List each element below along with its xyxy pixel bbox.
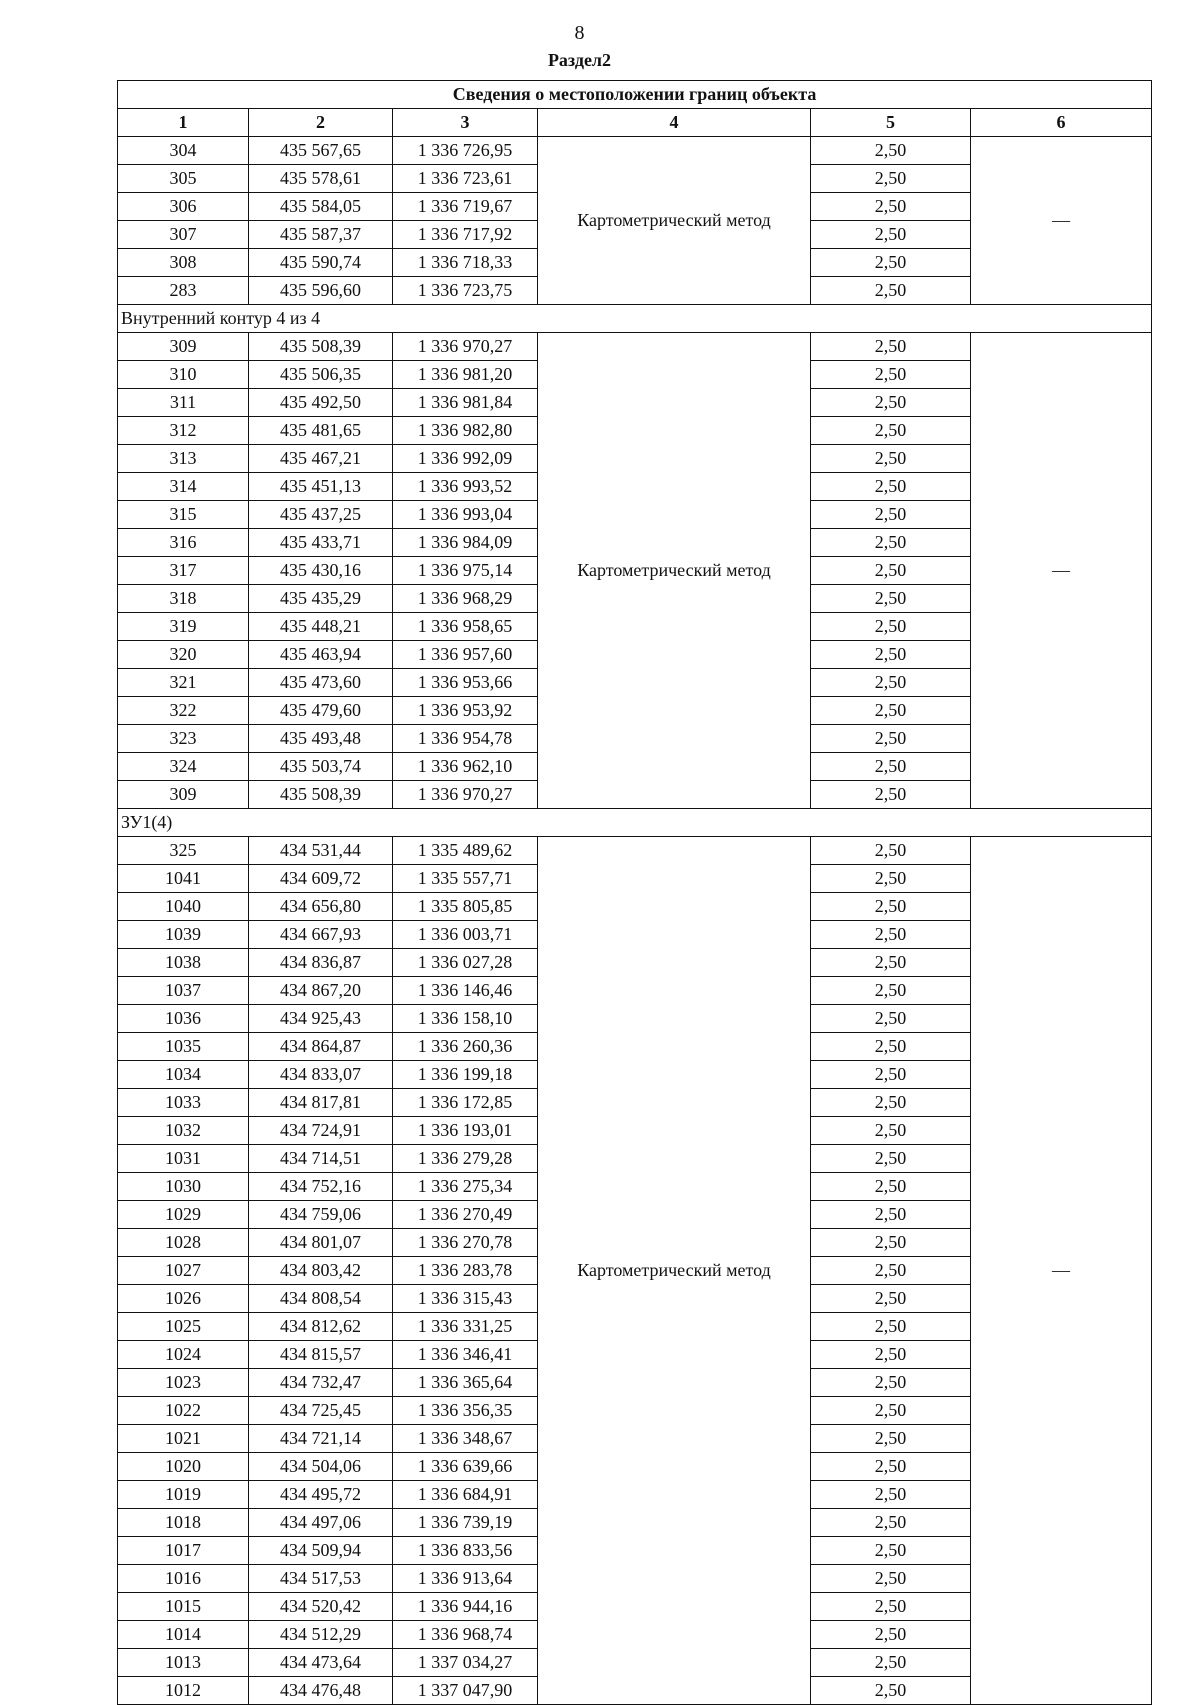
- coordinate-x-cell: 434 656,80: [249, 893, 393, 921]
- accuracy-cell: 2,50: [811, 585, 971, 613]
- point-number-cell: 1040: [118, 893, 249, 921]
- coordinate-x-cell: 434 509,94: [249, 1537, 393, 1565]
- coordinate-y-cell: 1 336 283,78: [393, 1257, 538, 1285]
- accuracy-cell: 2,50: [811, 1565, 971, 1593]
- coordinate-x-cell: 434 812,62: [249, 1313, 393, 1341]
- point-number-cell: 1041: [118, 865, 249, 893]
- accuracy-cell: 2,50: [811, 865, 971, 893]
- accuracy-cell: 2,50: [811, 137, 971, 165]
- accuracy-cell: 2,50: [811, 1285, 971, 1313]
- coordinate-x-cell: 435 590,74: [249, 249, 393, 277]
- coordinate-y-cell: 1 335 805,85: [393, 893, 538, 921]
- accuracy-cell: 2,50: [811, 1033, 971, 1061]
- accuracy-cell: 2,50: [811, 249, 971, 277]
- accuracy-cell: 2,50: [811, 389, 971, 417]
- coordinate-y-cell: 1 336 260,36: [393, 1033, 538, 1061]
- accuracy-cell: 2,50: [811, 753, 971, 781]
- accuracy-cell: 2,50: [811, 1313, 971, 1341]
- coordinate-x-cell: 435 481,65: [249, 417, 393, 445]
- coordinate-x-cell: 435 508,39: [249, 333, 393, 361]
- accuracy-cell: 2,50: [811, 641, 971, 669]
- point-number-cell: 1017: [118, 1537, 249, 1565]
- column-header: 3: [393, 109, 538, 137]
- method-cell: Картометрический метод: [538, 333, 811, 809]
- coordinate-x-cell: 435 433,71: [249, 529, 393, 557]
- coordinate-y-cell: 1 335 557,71: [393, 865, 538, 893]
- point-number-cell: 1020: [118, 1453, 249, 1481]
- coordinate-x-cell: 435 596,60: [249, 277, 393, 305]
- point-number-cell: 318: [118, 585, 249, 613]
- point-number-cell: 1015: [118, 1593, 249, 1621]
- point-number-cell: 310: [118, 361, 249, 389]
- point-number-cell: 1039: [118, 921, 249, 949]
- coordinate-y-cell: 1 336 193,01: [393, 1117, 538, 1145]
- point-number-cell: 1029: [118, 1201, 249, 1229]
- point-number-cell: 1019: [118, 1481, 249, 1509]
- point-number-cell: 1016: [118, 1565, 249, 1593]
- coordinate-y-cell: 1 336 975,14: [393, 557, 538, 585]
- column-header: 4: [538, 109, 811, 137]
- point-number-cell: 312: [118, 417, 249, 445]
- point-number-cell: 323: [118, 725, 249, 753]
- accuracy-cell: 2,50: [811, 893, 971, 921]
- coordinate-x-cell: 434 520,42: [249, 1593, 393, 1621]
- coordinate-y-cell: 1 336 331,25: [393, 1313, 538, 1341]
- point-number-cell: 1028: [118, 1229, 249, 1257]
- coordinate-y-cell: 1 336 356,35: [393, 1397, 538, 1425]
- point-number-cell: 1030: [118, 1173, 249, 1201]
- coordinate-y-cell: 1 336 717,92: [393, 221, 538, 249]
- accuracy-cell: 2,50: [811, 1089, 971, 1117]
- point-number-cell: 1031: [118, 1145, 249, 1173]
- accuracy-cell: 2,50: [811, 949, 971, 977]
- accuracy-cell: 2,50: [811, 417, 971, 445]
- accuracy-cell: 2,50: [811, 837, 971, 865]
- coordinate-x-cell: 434 801,07: [249, 1229, 393, 1257]
- point-number-cell: 309: [118, 333, 249, 361]
- point-number-cell: 307: [118, 221, 249, 249]
- coordinate-y-cell: 1 336 279,28: [393, 1145, 538, 1173]
- coordinate-y-cell: 1 336 913,64: [393, 1565, 538, 1593]
- point-number-cell: 1023: [118, 1369, 249, 1397]
- accuracy-cell: 2,50: [811, 1537, 971, 1565]
- point-number-cell: 309: [118, 781, 249, 809]
- point-number-cell: 315: [118, 501, 249, 529]
- accuracy-cell: 2,50: [811, 725, 971, 753]
- coordinate-x-cell: 435 473,60: [249, 669, 393, 697]
- coordinate-y-cell: 1 336 639,66: [393, 1453, 538, 1481]
- table-body: [118, 137, 1152, 1705]
- accuracy-cell: 2,50: [811, 1621, 971, 1649]
- coordinate-y-cell: 1 336 723,75: [393, 277, 538, 305]
- accuracy-cell: 2,50: [811, 613, 971, 641]
- point-number-cell: 322: [118, 697, 249, 725]
- coordinate-x-cell: 435 435,29: [249, 585, 393, 613]
- point-number-cell: 1018: [118, 1509, 249, 1537]
- point-number-cell: 314: [118, 473, 249, 501]
- coordinate-x-cell: 434 725,45: [249, 1397, 393, 1425]
- coordinate-x-cell: 434 504,06: [249, 1453, 393, 1481]
- coordinate-y-cell: 1 336 270,49: [393, 1201, 538, 1229]
- point-number-cell: 283: [118, 277, 249, 305]
- table-row: [118, 837, 1152, 865]
- contour-header-row: [118, 305, 1152, 333]
- page-number: 8: [574, 22, 585, 44]
- coordinate-x-cell: 435 503,74: [249, 753, 393, 781]
- point-number-cell: 1033: [118, 1089, 249, 1117]
- coordinate-y-cell: 1 336 970,27: [393, 781, 538, 809]
- point-number-cell: 1024: [118, 1341, 249, 1369]
- point-number-cell: 321: [118, 669, 249, 697]
- column-6-cell: —: [971, 837, 1152, 1705]
- coordinate-y-cell: 1 336 953,92: [393, 697, 538, 725]
- accuracy-cell: 2,50: [811, 921, 971, 949]
- coordinate-x-cell: 435 467,21: [249, 445, 393, 473]
- coordinate-x-cell: 435 451,13: [249, 473, 393, 501]
- point-number-cell: 311: [118, 389, 249, 417]
- method-cell: Картометрический метод: [538, 137, 811, 305]
- coordinate-x-cell: 435 448,21: [249, 613, 393, 641]
- coordinate-y-cell: 1 336 348,67: [393, 1425, 538, 1453]
- accuracy-cell: 2,50: [811, 1173, 971, 1201]
- coordinate-x-cell: 434 815,57: [249, 1341, 393, 1369]
- coordinate-y-cell: 1 336 726,95: [393, 137, 538, 165]
- coordinate-x-cell: 434 759,06: [249, 1201, 393, 1229]
- coordinate-x-cell: 434 497,06: [249, 1509, 393, 1537]
- accuracy-cell: 2,50: [811, 1425, 971, 1453]
- coordinate-x-cell: 434 476,48: [249, 1677, 393, 1705]
- point-number-cell: 1035: [118, 1033, 249, 1061]
- column-header: 5: [811, 109, 971, 137]
- accuracy-cell: 2,50: [811, 1201, 971, 1229]
- point-number-cell: 1013: [118, 1649, 249, 1677]
- coordinate-x-cell: 434 752,16: [249, 1173, 393, 1201]
- contour-label: Внутренний контур 4 из 4: [118, 305, 1152, 333]
- accuracy-cell: 2,50: [811, 1369, 971, 1397]
- coordinate-y-cell: 1 336 992,09: [393, 445, 538, 473]
- accuracy-cell: 2,50: [811, 557, 971, 585]
- coordinate-y-cell: 1 336 981,84: [393, 389, 538, 417]
- point-number-cell: 304: [118, 137, 249, 165]
- coordinate-y-cell: 1 336 718,33: [393, 249, 538, 277]
- coordinate-x-cell: 435 587,37: [249, 221, 393, 249]
- boundary-coordinates-table: [117, 80, 1152, 1705]
- point-number-cell: 1026: [118, 1285, 249, 1313]
- coordinate-x-cell: 435 506,35: [249, 361, 393, 389]
- accuracy-cell: 2,50: [811, 1229, 971, 1257]
- accuracy-cell: 2,50: [811, 1257, 971, 1285]
- point-number-cell: 1037: [118, 977, 249, 1005]
- coordinate-x-cell: 434 925,43: [249, 1005, 393, 1033]
- coordinate-y-cell: 1 336 981,20: [393, 361, 538, 389]
- coordinate-x-cell: 434 817,81: [249, 1089, 393, 1117]
- coordinate-y-cell: 1 336 719,67: [393, 193, 538, 221]
- accuracy-cell: 2,50: [811, 1481, 971, 1509]
- accuracy-cell: 2,50: [811, 193, 971, 221]
- coordinate-x-cell: 434 724,91: [249, 1117, 393, 1145]
- method-cell: Картометрический метод: [538, 837, 811, 1705]
- accuracy-cell: 2,50: [811, 977, 971, 1005]
- point-number-cell: 325: [118, 837, 249, 865]
- coordinate-x-cell: 434 732,47: [249, 1369, 393, 1397]
- coordinate-x-cell: 434 721,14: [249, 1425, 393, 1453]
- accuracy-cell: 2,50: [811, 1509, 971, 1537]
- coordinate-x-cell: 435 508,39: [249, 781, 393, 809]
- coordinate-y-cell: 1 336 833,56: [393, 1537, 538, 1565]
- table-row: [118, 137, 1152, 165]
- coordinate-x-cell: 434 867,20: [249, 977, 393, 1005]
- accuracy-cell: 2,50: [811, 221, 971, 249]
- accuracy-cell: 2,50: [811, 669, 971, 697]
- point-number-cell: 1014: [118, 1621, 249, 1649]
- coordinate-y-cell: 1 336 984,09: [393, 529, 538, 557]
- accuracy-cell: 2,50: [811, 781, 971, 809]
- point-number-cell: 1027: [118, 1257, 249, 1285]
- accuracy-cell: 2,50: [811, 445, 971, 473]
- accuracy-cell: 2,50: [811, 1341, 971, 1369]
- accuracy-cell: 2,50: [811, 1677, 971, 1705]
- accuracy-cell: 2,50: [811, 333, 971, 361]
- coordinate-y-cell: 1 336 346,41: [393, 1341, 538, 1369]
- point-number-cell: 1036: [118, 1005, 249, 1033]
- coordinate-x-cell: 434 512,29: [249, 1621, 393, 1649]
- column-6-cell: —: [971, 333, 1152, 809]
- coordinate-y-cell: 1 336 146,46: [393, 977, 538, 1005]
- coordinate-y-cell: 1 336 982,80: [393, 417, 538, 445]
- coordinate-x-cell: 435 463,94: [249, 641, 393, 669]
- coordinate-y-cell: 1 336 944,16: [393, 1593, 538, 1621]
- column-header: 6: [971, 109, 1152, 137]
- coordinate-x-cell: 434 864,87: [249, 1033, 393, 1061]
- coordinate-x-cell: 434 531,44: [249, 837, 393, 865]
- table-row: [118, 333, 1152, 361]
- accuracy-cell: 2,50: [811, 529, 971, 557]
- accuracy-cell: 2,50: [811, 1593, 971, 1621]
- coordinate-y-cell: 1 336 270,78: [393, 1229, 538, 1257]
- accuracy-cell: 2,50: [811, 1453, 971, 1481]
- coordinate-y-cell: 1 337 034,27: [393, 1649, 538, 1677]
- point-number-cell: 1021: [118, 1425, 249, 1453]
- coordinate-x-cell: 434 808,54: [249, 1285, 393, 1313]
- column-header: 2: [249, 109, 393, 137]
- accuracy-cell: 2,50: [811, 361, 971, 389]
- point-number-cell: 316: [118, 529, 249, 557]
- coordinate-y-cell: 1 336 970,27: [393, 333, 538, 361]
- coordinate-y-cell: 1 336 957,60: [393, 641, 538, 669]
- coordinate-y-cell: 1 336 199,18: [393, 1061, 538, 1089]
- coordinate-x-cell: 435 492,50: [249, 389, 393, 417]
- coordinate-y-cell: 1 336 993,52: [393, 473, 538, 501]
- point-number-cell: 320: [118, 641, 249, 669]
- point-number-cell: 308: [118, 249, 249, 277]
- accuracy-cell: 2,50: [811, 1117, 971, 1145]
- coordinate-x-cell: 434 473,64: [249, 1649, 393, 1677]
- point-number-cell: 1032: [118, 1117, 249, 1145]
- point-number-cell: 305: [118, 165, 249, 193]
- coordinate-y-cell: 1 336 993,04: [393, 501, 538, 529]
- point-number-cell: 1038: [118, 949, 249, 977]
- coordinate-y-cell: 1 335 489,62: [393, 837, 538, 865]
- coordinate-y-cell: 1 336 684,91: [393, 1481, 538, 1509]
- coordinate-x-cell: 434 495,72: [249, 1481, 393, 1509]
- coordinate-y-cell: 1 336 172,85: [393, 1089, 538, 1117]
- accuracy-cell: 2,50: [811, 165, 971, 193]
- coordinate-x-cell: 434 667,93: [249, 921, 393, 949]
- coordinate-y-cell: 1 336 962,10: [393, 753, 538, 781]
- coordinate-y-cell: 1 336 315,43: [393, 1285, 538, 1313]
- coordinate-y-cell: 1 336 723,61: [393, 165, 538, 193]
- accuracy-cell: 2,50: [811, 1061, 971, 1089]
- accuracy-cell: 2,50: [811, 1145, 971, 1173]
- contour-label: ЗУ1(4): [118, 809, 1152, 837]
- point-number-cell: 313: [118, 445, 249, 473]
- point-number-cell: 319: [118, 613, 249, 641]
- coordinate-y-cell: 1 336 027,28: [393, 949, 538, 977]
- accuracy-cell: 2,50: [811, 277, 971, 305]
- column-6-cell: —: [971, 137, 1152, 305]
- coordinate-x-cell: 434 714,51: [249, 1145, 393, 1173]
- coordinate-x-cell: 435 430,16: [249, 557, 393, 585]
- section-title: Раздел2: [547, 50, 612, 70]
- coordinate-y-cell: 1 336 003,71: [393, 921, 538, 949]
- column-header-row: [118, 109, 1152, 137]
- coordinate-y-cell: 1 336 158,10: [393, 1005, 538, 1033]
- coordinate-y-cell: 1 337 047,90: [393, 1677, 538, 1705]
- coordinate-y-cell: 1 336 739,19: [393, 1509, 538, 1537]
- coordinate-y-cell: 1 336 968,29: [393, 585, 538, 613]
- coordinate-x-cell: 435 567,65: [249, 137, 393, 165]
- point-number-cell: 1034: [118, 1061, 249, 1089]
- column-header: 1: [118, 109, 249, 137]
- point-number-cell: 1012: [118, 1677, 249, 1705]
- point-number-cell: 324: [118, 753, 249, 781]
- coordinate-y-cell: 1 336 968,74: [393, 1621, 538, 1649]
- coordinate-x-cell: 435 493,48: [249, 725, 393, 753]
- coordinate-y-cell: 1 336 954,78: [393, 725, 538, 753]
- coordinate-x-cell: 435 578,61: [249, 165, 393, 193]
- coordinate-x-cell: 434 517,53: [249, 1565, 393, 1593]
- coordinate-x-cell: 434 836,87: [249, 949, 393, 977]
- point-number-cell: 1025: [118, 1313, 249, 1341]
- coordinate-x-cell: 435 437,25: [249, 501, 393, 529]
- accuracy-cell: 2,50: [811, 697, 971, 725]
- coordinate-x-cell: 434 803,42: [249, 1257, 393, 1285]
- point-number-cell: 317: [118, 557, 249, 585]
- coordinate-y-cell: 1 336 365,64: [393, 1369, 538, 1397]
- coordinate-x-cell: 435 584,05: [249, 193, 393, 221]
- coordinate-x-cell: 434 609,72: [249, 865, 393, 893]
- accuracy-cell: 2,50: [811, 501, 971, 529]
- coordinate-x-cell: 434 833,07: [249, 1061, 393, 1089]
- coordinate-y-cell: 1 336 275,34: [393, 1173, 538, 1201]
- point-number-cell: 1022: [118, 1397, 249, 1425]
- accuracy-cell: 2,50: [811, 1397, 971, 1425]
- point-number-cell: 306: [118, 193, 249, 221]
- table-title: Сведения о местоположении границ объекта: [118, 81, 1152, 109]
- accuracy-cell: 2,50: [811, 1649, 971, 1677]
- accuracy-cell: 2,50: [811, 1005, 971, 1033]
- coordinate-x-cell: 435 479,60: [249, 697, 393, 725]
- contour-header-row: [118, 809, 1152, 837]
- coordinate-y-cell: 1 336 958,65: [393, 613, 538, 641]
- accuracy-cell: 2,50: [811, 473, 971, 501]
- coordinate-y-cell: 1 336 953,66: [393, 669, 538, 697]
